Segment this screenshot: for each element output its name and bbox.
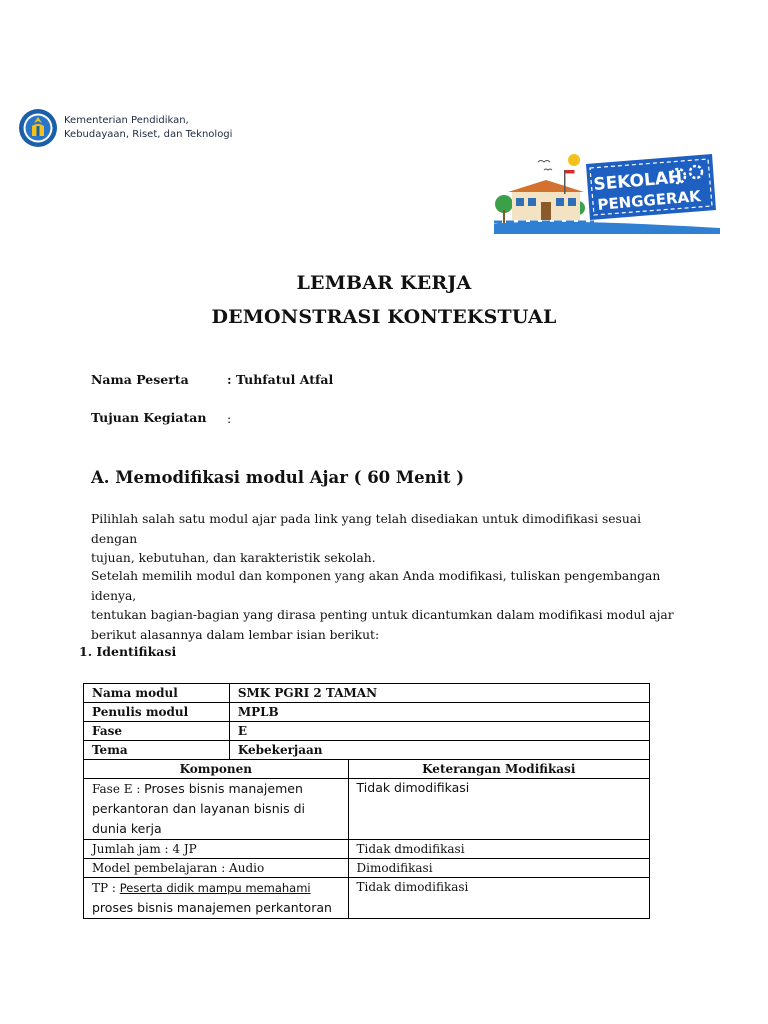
instruction-paragraph-1 — [91, 510, 691, 569]
table-row — [84, 741, 650, 760]
table-header-row — [84, 760, 650, 779]
paragraph-line: Setelah memilih modul dan komponen yang akan Anda modifikasi, tuliskan pengembangan idenya, — [91, 569, 661, 603]
identifikasi-table — [83, 683, 650, 919]
komponen-prefix: Fase E : — [92, 782, 145, 796]
komponen-cell: Model pembelajaran : Audio — [84, 859, 349, 878]
program-logo-line2: PENGGERAK — [596, 187, 702, 214]
ministry-name-line1: Kementerian Pendidikan, — [64, 115, 189, 126]
sun-icon — [568, 154, 580, 166]
section-a-heading: A. Memodifikasi modul Ajar ( 60 Menit ) — [91, 468, 465, 487]
komponen-column-header: Komponen — [84, 760, 349, 779]
fase-value: E — [229, 722, 649, 741]
paragraph-line: berikut alasannya dalam lembar isian berikut: — [91, 627, 380, 642]
table-row — [84, 779, 650, 840]
table-row — [84, 684, 650, 703]
document-title-line2: DEMONSTRASI KONTEKSTUAL — [211, 306, 557, 328]
table-row — [84, 703, 650, 722]
paragraph-line: tentukan bagian-bagian yang dirasa penting untuk dicantumkan dalam modifikasi modul ajar — [91, 608, 674, 622]
sekolah-penggerak-logo — [494, 152, 720, 234]
instruction-paragraph-2 — [91, 567, 691, 645]
nama-modul-label: Nama modul — [84, 684, 230, 703]
keterangan-cell: Tidak dimodifikasi — [348, 878, 649, 919]
document-title-line1: LEMBAR KERJA — [296, 272, 472, 294]
komponen-text: perkantoran dan layanan bisnis di — [92, 801, 305, 816]
fase-label: Fase — [84, 722, 230, 741]
keterangan-cell: Tidak dmodifikasi — [348, 840, 649, 859]
komponen-text: proses bisnis manajemen perkantoran — [92, 900, 332, 915]
tujuan-kegiatan-label: Tujuan Kegiatan — [91, 410, 207, 425]
komponen-cell — [84, 878, 349, 919]
komponen-text: Proses bisnis manajemen — [144, 781, 303, 796]
keterangan-cell: Tidak dimodifikasi — [348, 779, 649, 840]
komponen-cell — [84, 779, 349, 840]
keterangan-column-header: Keterangan Modifikasi — [348, 760, 649, 779]
nama-modul-value: SMK PGRI 2 TAMAN — [229, 684, 649, 703]
table-row — [84, 859, 650, 878]
table-row — [84, 878, 650, 919]
keterangan-cell: Dimodifikasi — [348, 859, 649, 878]
paragraph-line: tujuan, kebutuhan, dan karakteristik sekolah. — [91, 551, 376, 565]
paragraph-line: Pilihlah salah satu modul ajar pada link yang telah disediakan untuk dimodifikasi sesuai dengan — [91, 512, 642, 546]
ministry-name-line2: Kebudayaan, Riset, dan Teknologi — [64, 129, 233, 140]
ministry-logo — [18, 106, 238, 150]
tujuan-kegiatan-value: : — [227, 411, 232, 426]
komponen-text: Peserta didik mampu memahami — [119, 881, 311, 895]
nama-peserta-value: : Tuhfatul Atfal — [227, 372, 334, 387]
table-row — [84, 840, 650, 859]
nama-peserta-label: Nama Peserta — [91, 372, 189, 387]
komponen-cell: Jumlah jam : 4 JP — [84, 840, 349, 859]
program-logo-line1: SEKOLAH — [592, 167, 684, 195]
identifikasi-heading: 1. Identifikasi — [79, 644, 177, 659]
komponen-text: dunia kerja — [92, 821, 162, 836]
tut-wuri-handayani-icon — [18, 108, 58, 148]
penulis-modul-label: Penulis modul — [84, 703, 230, 722]
tema-value: Kebekerjaan — [229, 741, 649, 760]
komponen-prefix: TP : — [92, 881, 120, 895]
tema-label: Tema — [84, 741, 230, 760]
penulis-modul-value: MPLB — [229, 703, 649, 722]
table-row — [84, 722, 650, 741]
